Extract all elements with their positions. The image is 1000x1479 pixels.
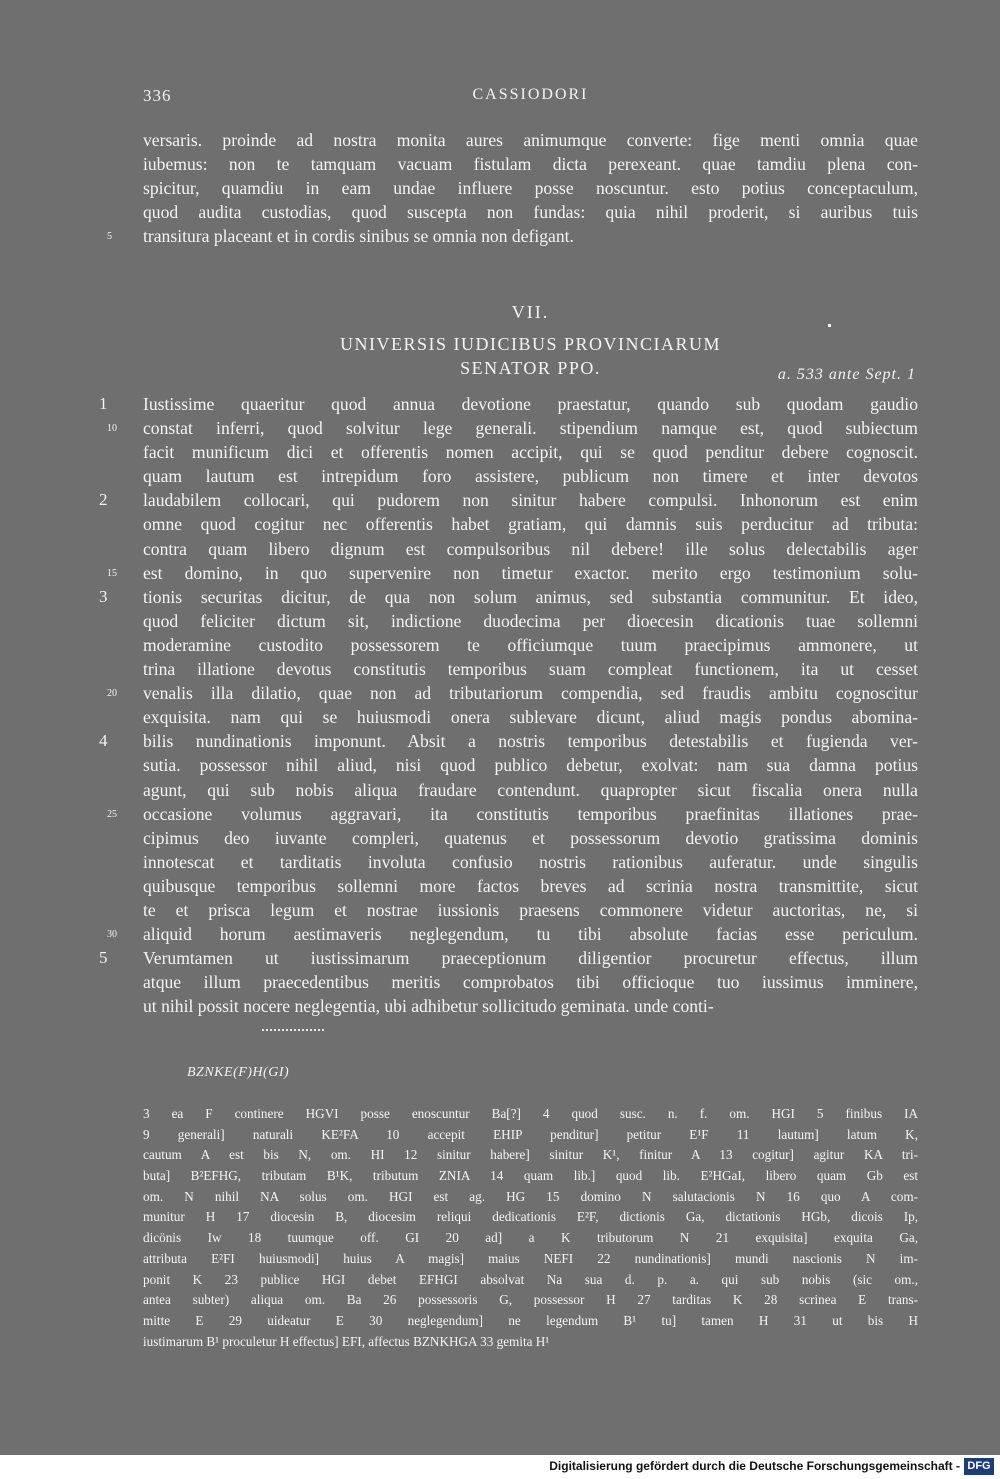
text-line [99, 585, 918, 609]
text-line-content: bilis nundinationis imponunt. Absit a nostris temporibus detestabilis et fugienda ver- [143, 731, 918, 752]
text-line-content: quibusque temporibus sollemni more factos breves ad scrinia nostra transmittite, sicut [143, 875, 918, 896]
text-line-content: trina illatione devotus constitutis temporibus suam compleat functionem, ita ut cesset [143, 659, 918, 680]
text-line-content: ponit K 23 publice HGI debet EFHGI absolvat Na sua d. p. a. qui sub nobis (sic om., [143, 1271, 918, 1287]
text-line-content: dicönis Iw 18 tuumque off. GI 20 ad] a K tributorum N 21 exquisita] exquita Ga, [143, 1230, 918, 1246]
text-line [143, 1166, 918, 1187]
text-line [107, 681, 918, 705]
text-line-content: cautum A est bis N, om. HI 12 sinitur habere] sinitur K¹, finitur A 13 cogitur] agitur KA tri- [143, 1147, 918, 1163]
text-line-content: moderamine custodito possessorem te officiumque tuum praecipimus ammonere, ut [143, 634, 918, 655]
critical-apparatus [143, 1104, 918, 1352]
text-line-content: quam lautum est intrepidum foro assistere, publicum non timere et inter devotos [143, 466, 918, 487]
text-line-content: antea subter) aliqua om. Ba 26 possessoris G, possessor H 27 tarditas K 28 scrinea E trans- [143, 1292, 918, 1308]
text-line-content: Verumtamen ut iustissimarum praeceptionum diligentior procuretur effectus, illum [143, 948, 918, 969]
page-number: 336 [143, 86, 172, 105]
line-number: 25 [107, 808, 117, 820]
separator-rule [262, 1029, 324, 1031]
text-line [143, 1270, 918, 1291]
text-line-content: transitura placeant et in cordis sinibus se omnia non defigant. [143, 226, 574, 247]
text-line [143, 200, 918, 224]
text-line [143, 464, 918, 488]
paragraph-number: 4 [99, 731, 108, 751]
letter-body [99, 392, 918, 1018]
text-line-content: atque illum praecedentibus meritis comprobatos tibi officioque tuo iussimus imminere, [143, 972, 918, 993]
text-line-content: agunt, qui sub nobis aliqua fraudare contendunt. quapropter sicut fiscalia onera nulla [143, 779, 918, 800]
paragraph-number: 1 [99, 394, 108, 413]
running-title: CASSIODORI [472, 86, 589, 103]
address-line-1: UNIVERSIS IUDICIBUS PROVINCIARUM [339, 334, 722, 354]
text-line [143, 1311, 918, 1332]
text-line [143, 1290, 918, 1311]
text-line-content: contra quam libero dignum est compulsoribus nil debere! ille solus delectabilis ager [143, 538, 918, 559]
text-line [99, 488, 918, 512]
text-line-content: buta] B²EFHG, tributam B¹K, tributum ZNIA 14 quam lib.] quod lib. E²HGaI, libero quam Gb est [143, 1168, 918, 1184]
line-number: 5 [107, 231, 112, 243]
text-line-content: munitur H 17 diocesin B, diocesim reliqui dedicationis E²F, dictionis Ga, dictationis HGb, dicois Ip, [143, 1209, 918, 1225]
text-line [99, 729, 918, 753]
text-line [143, 1228, 918, 1249]
text-line [99, 946, 918, 970]
dfg-logo: DFG [964, 1458, 994, 1475]
text-line-content: mitte E 29 uideatur E 30 neglegendum] ne legendum B¹ tu] tamen H 31 ut bis H [143, 1312, 918, 1328]
text-line-content: versaris. proinde ad nostra monita aures animumque converte: fige menti omnia quae [143, 130, 918, 150]
text-line-content: quod audita custodias, quod suscepta non fundas: quia nihil proderit, si auribus tuis [143, 202, 918, 223]
line-number: 15 [107, 567, 117, 579]
text-line-content: attributa E²FI huiusmodi] huius A magis] maius NEFI 22 nundinationis] mundi nascionis N im- [143, 1250, 918, 1266]
text-line-content: sutia. possessor nihil aliud, nisi quod publico debetur, exolvat: nam sua damna potius [143, 755, 918, 776]
text-line [107, 922, 918, 946]
text-line-content: cipimus deo iuvante compleri, quatenus et possessorum devotio gratissima dominis [143, 827, 918, 848]
text-line [143, 994, 918, 1018]
text-line-content: quod feliciter dictum sit, indictione duodecima per dioecesin dicationis tuae sollemni [143, 610, 918, 631]
text-line-content: aliquid horum aestimaveris neglegendum, tu tibi absolute facias esse periculum. [143, 924, 918, 945]
text-line-content: te et prisca legum et nostrae iussionis praesens commonere videtur auctoritas, ne, si [143, 899, 918, 920]
text-line [99, 392, 918, 416]
text-line-content: 3 ea F continere HGVI posse enoscuntur Ba[?] 4 quod susc. n. f. om. HGI 5 finibus IA [143, 1106, 918, 1121]
text-line [143, 440, 918, 464]
text-line [143, 176, 918, 200]
text-line-content: omne quod cogitur nec offerentis habet gratiam, qui damnis suis perducitur ad tributa: [143, 514, 918, 535]
text-line [143, 778, 918, 802]
text-line-content: constat inferri, quod solvitur lege generali. stipendium namque est, quod subiectum [143, 418, 918, 439]
speck-mark [828, 324, 831, 327]
text-line-content: occasione volumus aggravari, ita constitutis temporibus praefinitas illationes prae- [143, 803, 918, 824]
manuscript-sigla: BZNKE(F)H(GI) [187, 1065, 290, 1080]
text-line-content: est domino, in quo supervenire non timetur exactor. merito ergo testimonium solu- [143, 562, 918, 583]
text-line [143, 898, 918, 922]
previous-letter-ending [107, 128, 918, 248]
text-line-content: venalis illa dilatio, quae non ad tributariorum compendia, sed fraudis ambitu cognoscitur [143, 683, 918, 704]
text-line [107, 224, 918, 248]
text-line [143, 1207, 918, 1228]
line-number: 10 [107, 423, 117, 435]
text-line-content: iubemus: non te tamquam vacuam fistulam dicta perexeant. quae tamdiu plena con- [143, 154, 918, 175]
paragraph-number: 3 [99, 586, 108, 606]
text-line [107, 416, 918, 440]
paragraph-number: 5 [99, 948, 108, 968]
footer-bar [0, 1455, 1000, 1479]
text-line-content: exquisita. nam qui se huiusmodi onera sublevare dicunt, aliud magis pondus abomina- [143, 707, 918, 728]
text-line [143, 1145, 918, 1166]
text-line [143, 1187, 918, 1208]
line-number: 20 [107, 688, 117, 700]
address-line-2: SENATOR PPO. [460, 358, 601, 378]
text-line-content: spicitur, quamdiu in eam undae influere posse noscuntur. esto potius conceptaculum, [143, 178, 918, 199]
text-line [143, 1104, 918, 1125]
text-line-content: innotescat et tarditatis involuta confusio nostris rationibus auferatur. unde singulis [143, 851, 918, 872]
text-line-content: iustimarum B¹ proculetur H effectus] EFI, affectus BZNKHGA 33 gemita H¹ [143, 1333, 550, 1349]
funding-note: Digitalisierung gefördert durch die Deutsche Forschungsgemeinschaft - [549, 1459, 960, 1473]
text-line-content: facit munificum dici et offerentis nomen accipit, qui se quod penditur debere cognoscit. [143, 442, 918, 463]
text-line-content: om. N nihil NA solus om. HGI est ag. HG 15 domino N salutacionis N 16 quo A com- [143, 1188, 918, 1204]
text-line [143, 1332, 918, 1353]
text-line [143, 152, 918, 176]
text-line [143, 609, 918, 633]
text-line [143, 970, 918, 994]
text-line [143, 1249, 918, 1270]
paragraph-number: 2 [99, 490, 108, 510]
text-line [143, 537, 918, 561]
letter-date: a. 533 ante Sept. 1 [777, 366, 916, 383]
text-line [143, 753, 918, 777]
line-number: 30 [107, 929, 117, 941]
text-line [107, 561, 918, 585]
text-line [143, 633, 918, 657]
text-line [143, 826, 918, 850]
text-line-content: 9 generali] naturali KE²FA 10 accepit EHIP penditur] petitur E¹F 11 lautum] latum K, [143, 1126, 918, 1142]
text-line-content: ut nihil possit nocere neglegentia, ubi adhibetur sollicitudo geminata. unde conti- [143, 996, 714, 1017]
text-line [143, 512, 918, 536]
text-line [143, 874, 918, 898]
section-number: VII. [511, 302, 550, 322]
text-line [143, 850, 918, 874]
text-line-content: Iustissime quaeritur quod annua devotione praestatur, quando sub quodam gaudio [143, 394, 918, 414]
page-header [143, 86, 918, 110]
text-line [143, 705, 918, 729]
text-line-content: laudabilem collocari, qui pudorem non sinitur habere compulsi. Inhonorum est enim [143, 490, 918, 511]
text-line-content: tionis securitas dicitur, de qua non solum animus, sed substantia communitur. Et ideo, [143, 586, 918, 607]
text-line [143, 657, 918, 681]
text-line [143, 1125, 918, 1146]
text-line [143, 128, 918, 152]
text-line [107, 802, 918, 826]
